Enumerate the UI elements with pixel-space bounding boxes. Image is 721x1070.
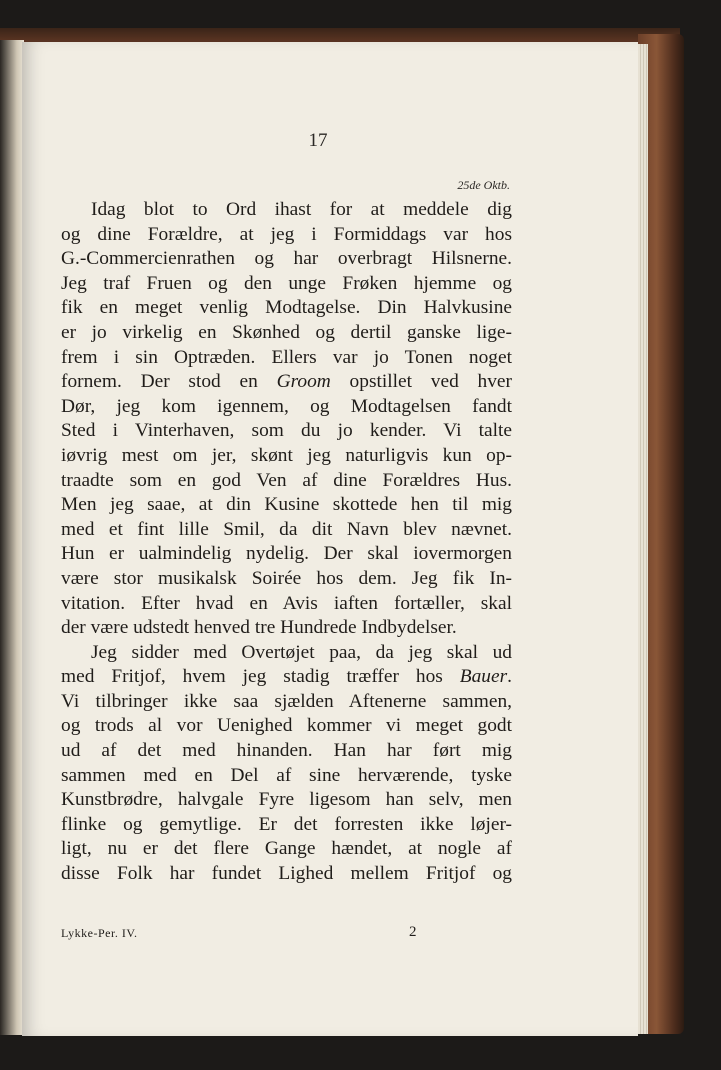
text-line: med Fritjof, hvem jeg stadig træffer hos Bauer. bbox=[61, 666, 512, 688]
text-line: med et fint lille Smil, da dit Navn blev nævnet. bbox=[61, 518, 512, 540]
text-line: og trods al vor Uenighed kommer vi meget godt bbox=[61, 715, 512, 737]
text-line: og dine Forældre, at jeg i Formiddags var hos bbox=[61, 223, 512, 245]
page-footer bbox=[61, 922, 512, 942]
text-line: iøvrig mest om jer, skønt jeg naturligvis kun op- bbox=[61, 444, 512, 466]
text-line: Vi tilbringer ikke saa sjælden Aftenerne sammen, bbox=[61, 690, 512, 712]
letter-date: 25de Oktb. bbox=[457, 178, 510, 192]
text-line: Kunstbrødre, halvgale Fyre ligesom han selv, men bbox=[61, 789, 512, 811]
text-line: traadte som en god Ven af dine Forældres Hus. bbox=[61, 469, 512, 491]
text-line: Jeg traf Fruen og den unge Frøken hjemme og bbox=[61, 272, 512, 294]
text-line: Idag blot to Ord ihast for at meddele dig bbox=[91, 199, 512, 220]
text-line: være stor musikalsk Soirée hos dem. Jeg fik In- bbox=[61, 567, 512, 589]
text-line: flinke og gemytlige. Er det forresten ikke løjer- bbox=[61, 813, 512, 835]
text-line: Hun er ualmindelig nydelig. Der skal iovermorgen bbox=[61, 543, 512, 565]
text-line: ud af det med hinanden. Han har ført mig bbox=[61, 740, 512, 762]
italic-word: Groom bbox=[276, 371, 331, 393]
text-line: Dør, jeg kom igennem, og Modtagelsen fandt bbox=[61, 395, 512, 417]
text-line: Sted i Vinterhaven, som du jo kender. Vi talte bbox=[61, 420, 512, 442]
text-line: Jeg sidder med Overtøjet paa, da jeg skal ud bbox=[91, 641, 512, 663]
text-line: frem i sin Optræden. Ellers var jo Tonen noget bbox=[61, 346, 512, 368]
page-number: 17 bbox=[308, 130, 328, 151]
text-line: G.-Commercienrathen og har overbragt Hilsnerne. bbox=[61, 248, 512, 270]
sheet-number: 2 bbox=[409, 924, 417, 940]
text-line: vitation. Efter hvad en Avis iaften fortæller, skal bbox=[61, 592, 512, 614]
body-text bbox=[61, 198, 512, 887]
text-line: ligt, nu er det flere Gange hændet, at nogle af bbox=[61, 838, 512, 860]
text-line: fik en meget venlig Modtagelse. Din Halvkusine bbox=[61, 297, 512, 319]
book-gutter bbox=[0, 40, 24, 1035]
text-line: Men jeg saae, at din Kusine skottede hen til mig bbox=[61, 494, 512, 516]
signature-mark: Lykke-Per. IV. bbox=[61, 926, 138, 940]
italic-word: Bauer bbox=[459, 666, 508, 688]
text-line: disse Folk har fundet Lighed mellem Fritjof og bbox=[61, 863, 512, 885]
text-line: fornem. Der stod en Groom opstillet ved hver bbox=[61, 371, 512, 393]
text-line: er jo virkelig en Skønhed og dertil ganske lige- bbox=[61, 321, 512, 343]
text-line: der være udstedt henved tre Hundrede Indbydelser. bbox=[61, 617, 457, 639]
text-line: sammen med en Del af sine herværende, tyske bbox=[61, 764, 512, 786]
book-page bbox=[22, 42, 638, 1036]
